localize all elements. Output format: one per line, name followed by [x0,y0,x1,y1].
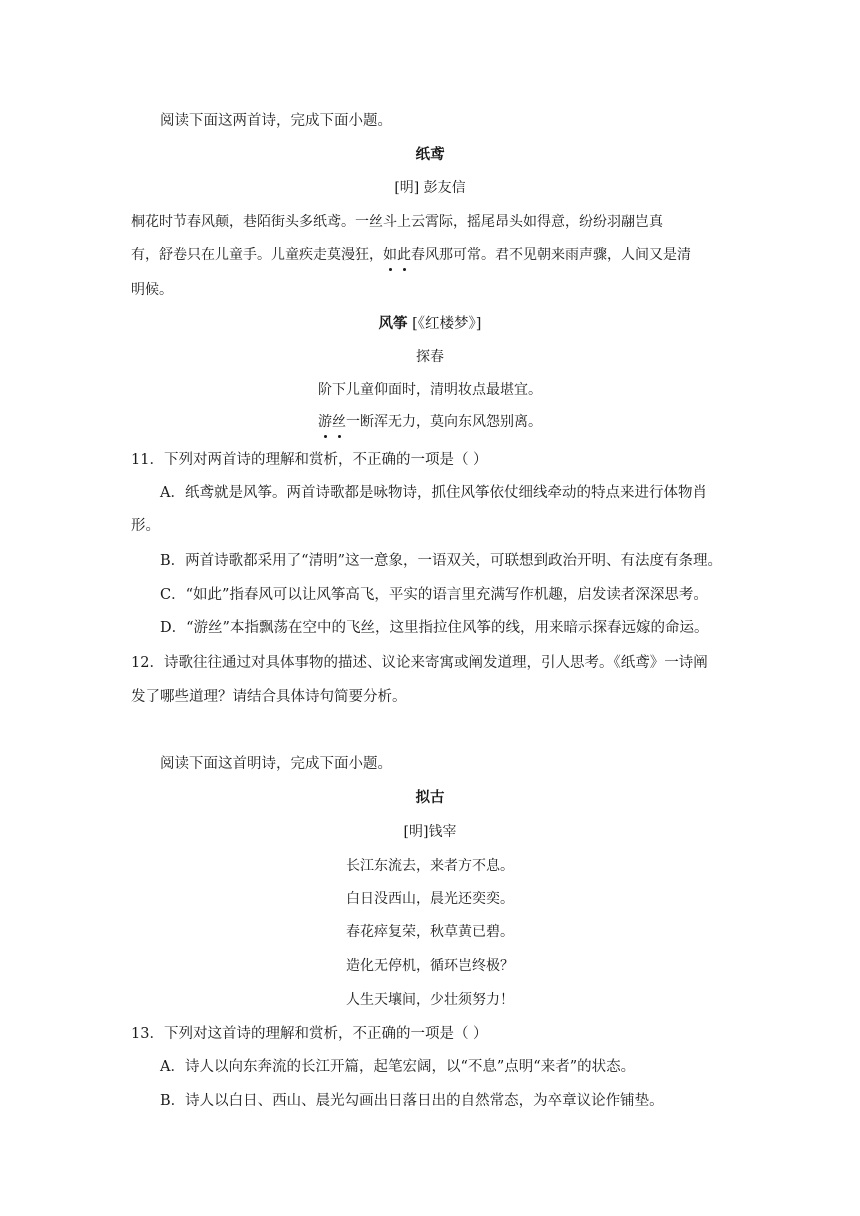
q12-line-1: 12．诗歌往往通过对具体事物的描述、议论来寄寓或阐发道理，引人思考。《纸鸢》一诗阐 [131,655,708,671]
poem2-title: 风筝 [378,315,408,332]
poem3-line-3: 春花瘁复荣，秋草黄已碧。 [346,924,514,940]
poem2-source: [《红楼梦》] [412,316,482,332]
poem1-line-2-rest: 春风那可常。君不见朝来雨声骤，人间又是清 [411,247,691,263]
poem3-line-5: 人生天壤间，少壮须努力！ [346,992,514,1008]
q13-stem: 13．下列对这首诗的理解和赏析，不正确的一项是（ ） [131,1026,488,1042]
q13-option-a: A．诗人以向东奔流的长江开篇，起笔宏阔，以“不息”点明“来者”的状态。 [160,1059,636,1075]
dotted-char: 此 [397,247,411,263]
poem3-title: 拟古 [415,789,445,806]
section2-intro: 阅读下面这首明诗，完成下面小题。 [160,756,392,772]
q12-line-2: 发了哪些道理？请结合具体诗句简要分析。 [131,689,407,705]
poem1-line-3: 明候。 [131,282,173,298]
poem2-line-1: 阶下儿童仰面时，清明妆点最堪宜。 [318,382,542,398]
poem1-line-1: 桐花时节春风颠，巷陌街头多纸鸢。一丝斗上云霄际，摇尾昂头如得意，纷纷羽翮岂真 [131,214,663,230]
dotted-char: 丝 [332,414,346,430]
q11-option-c: C．“如此”指春风可以让风筝高飞，平实的语言里充满写作机趣，启发读者深深思考。 [160,587,708,603]
poem1-line-2 [131,245,691,265]
poem2-line-2-rest: 一断浑无力，莫向东风怨别离。 [346,414,542,430]
q11-option-b: B．两首诗歌都采用了“清明”这一意象，一语双关，可联想到政治开明、有法度有条理。 [160,553,722,569]
q11-stem: 11．下列对两首诗的理解和赏析，不正确的一项是（ ） [131,452,488,468]
q11-option-a: A．纸鸢就是风筝。两首诗歌都是咏物诗，抓住风筝依仗细线牵动的特点来进行体物肖 [160,485,707,501]
q11-option-a-cont: 形。 [131,518,160,534]
q13-option-b: B．诗人以白日、西山、晨光勾画出日落日出的自然常态，为卒章议论作铺垫。 [160,1093,664,1109]
poem3-author: [明]钱宰 [403,824,457,840]
poem1-title: 纸鸢 [415,146,445,163]
poem3-line-4: 造化无停机，循环岂终极？ [346,958,514,974]
dotted-char: 游 [318,414,332,430]
poem1-line-2-text: 有，舒卷只在儿童手。儿童疾走莫漫狂， [131,247,383,263]
poem2-line-2 [0,412,860,432]
poem2-title-line [0,314,860,334]
poem3-line-1: 长江东流去，来者方不息。 [346,858,514,874]
dotted-char: 如 [383,247,397,263]
q11-option-d: D．“游丝”本指飘荡在空中的飞丝，这里指拉住风筝的线，用来暗示探春远嫁的命运。 [160,620,709,636]
section1-intro: 阅读下面这两首诗，完成下面小题。 [160,113,392,129]
poem2-author: 探春 [416,349,444,365]
poem3-line-2: 白日没西山，晨光还奕奕。 [346,891,514,907]
poem1-author: [明] 彭友信 [394,180,466,196]
